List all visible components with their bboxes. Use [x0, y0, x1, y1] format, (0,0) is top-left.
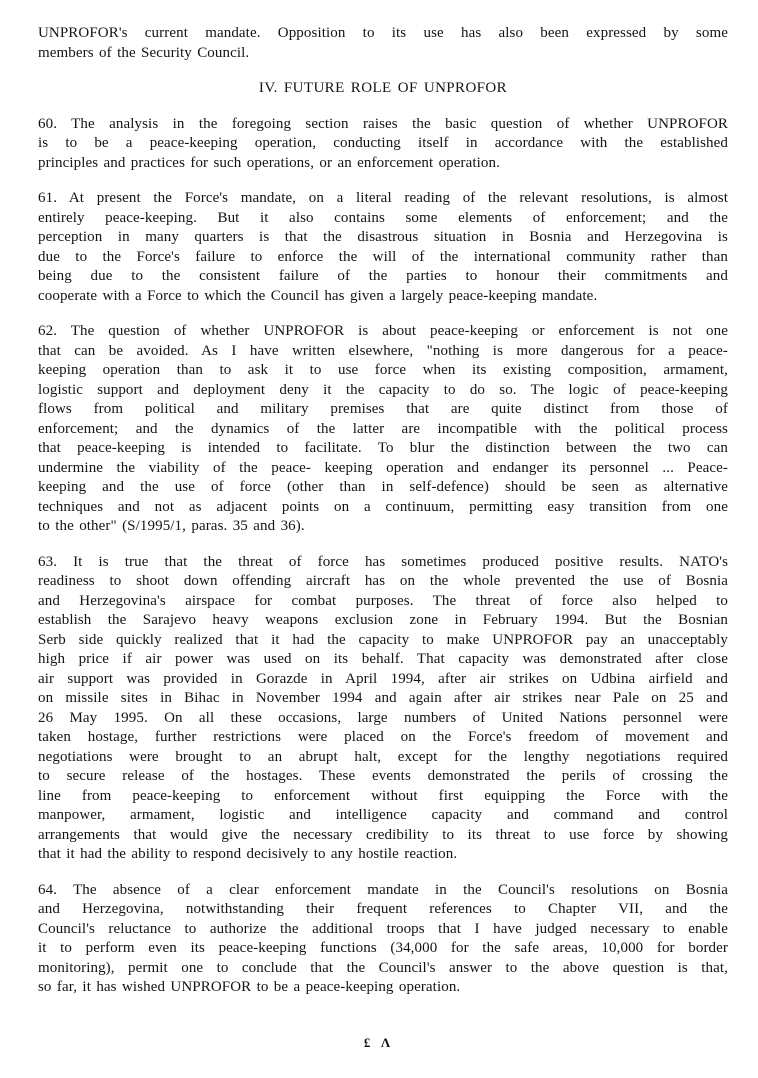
text-line: principles and practices for such operations, or an enforcement operation.	[38, 154, 500, 171]
continuation-paragraph	[38, 24, 728, 63]
text-line: establish the Sarajevo heavy weapons exclusion zone in February 1994. But the Bosnian	[38, 612, 728, 628]
text-line: members of the Security Council.	[38, 44, 250, 61]
text-line: line from peace-keeping to enforcement without first equipping the Force with the	[38, 787, 728, 804]
paragraph-63	[38, 553, 728, 865]
text-line: so far, it has wished UNPROFOR to be a peace-keeping operation.	[38, 979, 461, 995]
text-line: entirely peace-keeping. But it also contains some elements of enforcement; and the	[38, 209, 728, 226]
text-line: keeping and the use of force (other than in self-defence) should be seen as alternative	[38, 479, 728, 495]
text-line: and Herzegovina, notwithstanding their frequent references to Chapter VII, and the	[38, 901, 728, 917]
text-line: monitoring), permit one to conclude that the Council's answer to the above question is that,	[38, 959, 728, 976]
text-line: logistic support and deployment deny it the capacity to do so. The logic of peace-keeping	[38, 381, 728, 398]
page-number: £ Λ	[363, 1034, 395, 1050]
text-line: UNPROFOR's current mandate. Opposition to its use has also been expressed by some	[38, 25, 728, 41]
paragraph-62	[38, 322, 728, 537]
text-line: 62. The question of whether UNPROFOR is about peace-keeping or enforcement is not one	[38, 323, 728, 339]
text-line: flows from political and military premises that are quite distinct from those of	[38, 401, 728, 417]
text-line: to secure release of the hostages. These events demonstrated the perils of crossing the	[38, 768, 728, 784]
text-line: 26 May 1995. On all these occasions, large numbers of United Nations personnel were	[38, 709, 728, 726]
text-line: Council's reluctance to authorize the additional troops that I have judged necessary to enable	[38, 920, 728, 937]
text-line: is to be a peace-keeping operation, conducting itself in accordance with the established	[38, 135, 728, 151]
text-line: Serb side quickly realized that it had the capacity to make UNPROFOR pay an unacceptably	[38, 631, 728, 648]
text-line: negotiations were brought to an abrupt halt, except for the lengthy negotiations required	[38, 748, 728, 765]
text-line: enforcement; and the dynamics of the latter are incompatible with the political process	[38, 420, 728, 437]
text-line: and Herzegovina's airspace for combat purposes. The threat of force also helped to	[38, 592, 728, 609]
text-line: air support was provided in Gorazde in April 1994, after air strikes on Udbina airfield and	[38, 670, 728, 687]
text-line: 60. The analysis in the foregoing section raises the basic question of whether UNPROFOR	[38, 115, 728, 132]
text-line: techniques and not as adjacent points on a continuum, permitting easy transition from one	[38, 498, 728, 515]
text-line: cooperate with a Force to which the Council has given a largely peace-keeping mandate.	[38, 287, 598, 304]
paragraph-61	[38, 189, 728, 306]
text-line: high price if air power was used on its behalf. That capacity was demonstrated after close	[38, 651, 728, 667]
text-line: perception in many quarters is that the disastrous situation in Bosnia and Herzegovina is	[38, 229, 728, 245]
section-heading: IV. FUTURE ROLE OF UNPROFOR	[258, 80, 508, 96]
text-line: due to the Force's failure to enforce the will of the international community rather than	[38, 248, 728, 265]
paragraph-64	[38, 881, 728, 998]
text-line: readiness to shoot down offending aircraft has on the whole prevented the use of Bosnia	[38, 573, 728, 589]
text-line: 63. It is true that the threat of force has sometimes produced positive results. NATO's	[38, 553, 728, 570]
text-line: that peace-keeping is intended to facilitate. To blur the distinction between the two can	[38, 440, 728, 456]
text-line: that can be avoided. As I have written elsewhere, "nothing is more dangerous for a peace-	[38, 342, 728, 359]
text-line: being due to the consistent failure of the parties to honour their commitments and	[38, 268, 728, 284]
text-line: manpower, armament, logistic and intelligence capacity and command and control	[38, 807, 728, 823]
text-line: that it had the ability to respond decisively to any hostile reaction.	[38, 846, 458, 862]
text-line: keeping operation than to ask it to use force when its existing composition, armament,	[38, 362, 728, 378]
text-line: on missile sites in Bihac in November 1994 and again after air strikes near Pale on 25 and	[38, 690, 728, 706]
text-line: 61. At present the Force's mandate, on a literal reading of the relevant resolutions, is almost	[38, 190, 728, 206]
text-line: 64. The absence of a clear enforcement mandate in the Council's resolutions on Bosnia	[38, 881, 728, 898]
text-line: taken hostage, further restrictions were placed on the Force's freedom of movement and	[38, 729, 728, 745]
paragraph-60	[38, 115, 728, 174]
text-line: to the other" (S/1995/1, paras. 35 and 36).	[38, 518, 305, 534]
text-line: arrangements that would give the necessary credibility to its threat to use force by showing	[38, 826, 728, 843]
text-line: undermine the viability of the peace- keeping operation and endanger its personnel ... Peace-	[38, 459, 728, 476]
text-line: it to perform even its peace-keeping functions (34,000 for the safe areas, 10,000 for border	[38, 940, 728, 956]
